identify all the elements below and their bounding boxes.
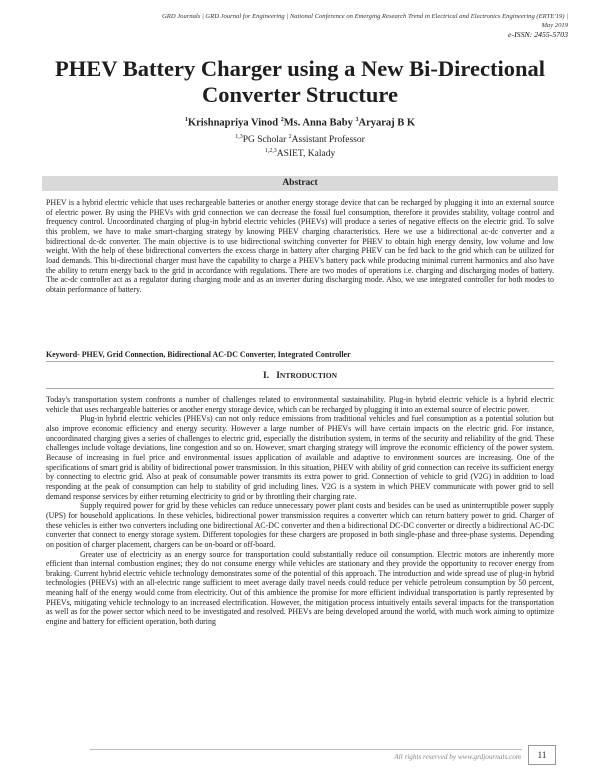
paper-title: PHEV Battery Charger using a New Bi-Directional Converter Structure	[55, 56, 545, 107]
section-number: I.	[263, 371, 270, 381]
paragraph: Plug-in hybrid electric vehicles (PHEVs) can not only reduce emissions from traditional vehicles and fuel consumption as a potential solution but also improve economic efficiency and energy security. However a large number of PHEVs will have certain impacts on the electric grid. For instance, uncoordinated charging gives a series of challenges to electric grid, especially the distribution system, in terms of the security and reliability of the grid. These challenges include voltage deviations, line congestion and so on. However, smart charging strategy will improve the economic efficiency of the power system. Because of increasing in fuel price and environmental issues application of available and adaptive to environment sources are increasing. One of the specifications of smart grid is ability of bidirectional power transmission. In this situation, PHEV with ability of grid connection can receive its sufficient energy by connecting to electric grid. Also at peak of consumable power transmits its extra power to grid. Connection of vehicle to grid (V2G) in addition to load responding at the peak of consumption can help to stability of grid including lines. V2G is a system in which PHEV communicate with power grid to sell demand response services by either returning electricity to grid or by throttling their charging rate.	[46, 414, 554, 501]
section-heading	[0, 371, 600, 381]
divider	[46, 361, 554, 362]
author-list	[0, 117, 600, 129]
keywords: Keyword- PHEV, Grid Connection, Bidirectional AC-DC Converter, Integrated Controller	[46, 350, 351, 359]
role-text: Assistant Professor	[291, 135, 365, 146]
author-roles	[0, 134, 600, 145]
paragraph: Today's transportation system confronts a number of challenges related to environmental sustainability. Plug-in hybrid electric vehicle is a hybrid electric vehicle that uses rechargeable batteries or another energy storage device, which can be recharged by plugging it into an external source of electric power.	[46, 395, 554, 414]
role-sup: 2	[288, 134, 292, 140]
page-number: 11	[528, 745, 556, 765]
author-sup: 3	[355, 117, 359, 123]
section-title-rest: NTRODUCTION	[279, 371, 337, 380]
section-title-initial: I	[276, 371, 280, 381]
author-name: Ms. Anna Baby	[283, 117, 356, 129]
author-name: Aryaraj B K	[358, 117, 416, 129]
issue-date: May 2019	[541, 22, 568, 29]
abstract-heading: Abstract	[42, 176, 558, 191]
copyright: All rights reserved by www.grdjournals.com	[394, 753, 521, 761]
paragraph: Greater use of electricity as an energy source for transportation could substantially reduce oil consumption. Electric motors are inherently more efficient than internal combustion engines; they do not consume energy while vehicles are stationary and they provide the opportunity to recover energy from braking. Current hybrid electric vehicle technology demonstrates some of the potential of this approach. The introduction and wide spread use of plug-in hybrid technologies (PHEVs) with an all-electric range sufficient to meet average daily travel needs could reduce per vehicle petroleum consumption by 50 percent, meaning half of the energy would come from electricity. Out of this ambience the promise for more efficient individual transportation is partly represented by PHEVs, mitigating vehicle technology to an increased electrification. However, the mitigation process intuitively entails several impacts for the transportation as well as for the power sector which need to be investigated and resolved. PHEVs are being developed around the world, with much work aiming to optimize engine and battery for efficient operation, both during	[46, 549, 554, 627]
affiliation	[0, 148, 600, 159]
introduction-body	[46, 395, 554, 627]
affiliation-sup: 1,2,3	[264, 148, 277, 154]
journal-header: GRD Journals | GRD Journal for Engineering | National Conference on Emerging Research Trend in Electrical and Electronics Engineering (ERTE'19) |	[162, 13, 568, 20]
paragraph: Supply required power for grid by these vehicles can reduce unnecessary power plant costs and besides can be used as uninterruptible power supply (UPS) for household applications. In these vehicles, bidirectional power transmission requires a converter which can return battery power to grid. Charger of these vehicles is either two converters including one bidirectional AC-DC converter and then a bidirectional DC-DC converter or directly a bidirectional AC-DC converter that connect to energy storage system. Different topologies for these chargers are proposed in both single-phase and three-phase systems. Depending on position of charger placement, chargers can be on-board or off-board.	[46, 501, 554, 549]
author-sup: 2	[280, 117, 284, 123]
issn: e-ISSN: 2455-5703	[508, 30, 568, 39]
divider	[46, 388, 554, 389]
author-name: Krishnapriya Vinod	[187, 117, 281, 129]
role-text: PG Scholar	[242, 135, 289, 146]
abstract-text: PHEV is a hybrid electric vehicle that uses rechargeable batteries or another energy storage device that can be recharged by plugging it into an external source of electric power. By using the PHEVs with grid connection we can decrease the fossil fuel consumption, therefore it provides stability, voltage control and frequency control. Uncoordinated charging of plug-in hybrid electric vehicles (PHEVs) will produce a series of negative effects on the electric grid. To solve this problem, we have to make smart-charging strategy by knowing PHEV charging characteristics. Here we use a bidirectional ac-dc converter and a bidirectional dc-dc converter. The main objective is to use bidirectional switching converter for PHEV to obtain high energy density, low volume and low weight. With the help of these bidirectional converters the excess charge in battery after charging PHEV can be fed back to the grid which can be utilized for load demands. This bi-directional charger must have the capability to charge a PHEV's battery pack while producing minimal current harmonics and also have the ability to return energy back to the grid in accordance with regulations. There are two modes of operations i.e. charging and discharging modes of battery. The ac-dc controller act as a regulator during charging mode and as an inverter during discharging mode. Also, we use integrated controller for both modes to obtain performance of battery.	[46, 198, 554, 294]
affiliation-text: ASIET, Kalady	[276, 149, 336, 160]
author-sup: 1	[184, 117, 188, 123]
role-sup: 1,3	[235, 134, 243, 140]
